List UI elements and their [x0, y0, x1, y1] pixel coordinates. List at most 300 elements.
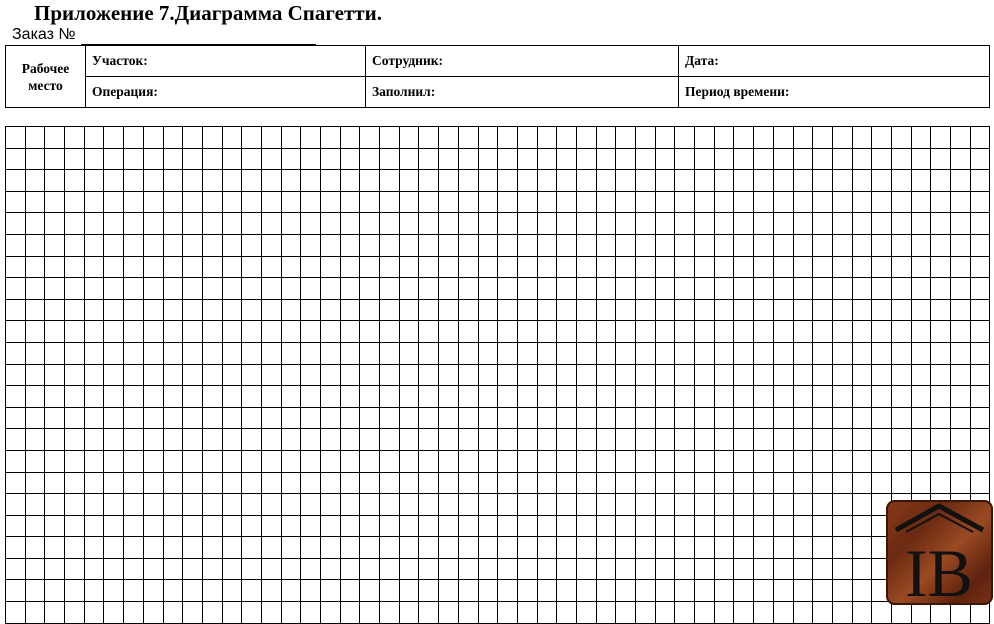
grid-cell[interactable] — [557, 558, 577, 580]
grid-cell[interactable] — [951, 450, 971, 472]
grid-cell[interactable] — [25, 213, 45, 235]
grid-cell[interactable] — [360, 580, 380, 602]
grid-cell[interactable] — [84, 321, 104, 343]
grid-cell[interactable] — [439, 342, 459, 364]
grid-cell[interactable] — [695, 278, 715, 300]
grid-cell[interactable] — [281, 342, 301, 364]
grid-cell[interactable] — [340, 515, 360, 537]
grid-cell[interactable] — [242, 278, 262, 300]
grid-cell[interactable] — [636, 602, 656, 624]
grid-cell[interactable] — [498, 580, 518, 602]
grid-cell[interactable] — [301, 213, 321, 235]
grid-cell[interactable] — [852, 213, 872, 235]
grid-cell[interactable] — [124, 256, 144, 278]
grid-cell[interactable] — [557, 321, 577, 343]
grid-cell[interactable] — [439, 127, 459, 149]
grid-cell[interactable] — [222, 537, 242, 559]
grid-cell[interactable] — [911, 127, 931, 149]
grid-cell[interactable] — [754, 450, 774, 472]
grid-cell[interactable] — [321, 127, 341, 149]
grid-cell[interactable] — [281, 213, 301, 235]
grid-cell[interactable] — [321, 256, 341, 278]
grid-cell[interactable] — [891, 450, 911, 472]
grid-cell[interactable] — [832, 321, 852, 343]
grid-cell[interactable] — [498, 494, 518, 516]
grid-cell[interactable] — [25, 278, 45, 300]
grid-cell[interactable] — [911, 321, 931, 343]
grid-cell[interactable] — [832, 407, 852, 429]
grid-cell[interactable] — [242, 299, 262, 321]
grid-cell[interactable] — [202, 256, 222, 278]
grid-cell[interactable] — [813, 602, 833, 624]
grid-cell[interactable] — [517, 494, 537, 516]
grid-cell[interactable] — [65, 407, 85, 429]
grid-cell[interactable] — [419, 602, 439, 624]
grid-cell[interactable] — [163, 364, 183, 386]
grid-cell[interactable] — [439, 256, 459, 278]
grid-cell[interactable] — [6, 170, 26, 192]
grid-cell[interactable] — [65, 537, 85, 559]
grid-cell[interactable] — [517, 170, 537, 192]
grid-cell[interactable] — [793, 321, 813, 343]
grid-cell[interactable] — [163, 494, 183, 516]
grid-cell[interactable] — [261, 558, 281, 580]
grid-cell[interactable] — [537, 127, 557, 149]
grid-cell[interactable] — [65, 602, 85, 624]
grid-cell[interactable] — [65, 450, 85, 472]
grid-cell[interactable] — [675, 558, 695, 580]
grid-cell[interactable] — [734, 472, 754, 494]
grid-cell[interactable] — [872, 278, 892, 300]
grid-cell[interactable] — [891, 342, 911, 364]
grid-cell[interactable] — [419, 342, 439, 364]
grid-cell[interactable] — [104, 234, 124, 256]
grid-cell[interactable] — [655, 364, 675, 386]
grid-cell[interactable] — [439, 299, 459, 321]
grid-cell[interactable] — [399, 127, 419, 149]
grid-cell[interactable] — [596, 234, 616, 256]
grid-cell[interactable] — [399, 278, 419, 300]
grid-cell[interactable] — [281, 450, 301, 472]
grid-cell[interactable] — [458, 580, 478, 602]
grid-cell[interactable] — [25, 342, 45, 364]
grid-cell[interactable] — [301, 537, 321, 559]
grid-cell[interactable] — [557, 191, 577, 213]
grid-cell[interactable] — [202, 580, 222, 602]
spaghetti-grid[interactable] — [5, 126, 990, 624]
grid-cell[interactable] — [222, 364, 242, 386]
grid-cell[interactable] — [360, 429, 380, 451]
grid-cell[interactable] — [399, 558, 419, 580]
grid-cell[interactable] — [163, 472, 183, 494]
grid-cell[interactable] — [478, 234, 498, 256]
grid-cell[interactable] — [163, 213, 183, 235]
grid-cell[interactable] — [872, 321, 892, 343]
grid-cell[interactable] — [143, 537, 163, 559]
grid-cell[interactable] — [6, 580, 26, 602]
grid-cell[interactable] — [714, 515, 734, 537]
grid-cell[interactable] — [754, 256, 774, 278]
grid-cell[interactable] — [970, 299, 990, 321]
grid-cell[interactable] — [183, 450, 203, 472]
grid-cell[interactable] — [517, 299, 537, 321]
grid-cell[interactable] — [872, 234, 892, 256]
grid-cell[interactable] — [537, 170, 557, 192]
grid-cell[interactable] — [498, 148, 518, 170]
grid-cell[interactable] — [183, 494, 203, 516]
grid-cell[interactable] — [891, 213, 911, 235]
grid-cell[interactable] — [931, 127, 951, 149]
grid-cell[interactable] — [321, 278, 341, 300]
grid-cell[interactable] — [872, 256, 892, 278]
grid-cell[interactable] — [675, 342, 695, 364]
grid-cell[interactable] — [242, 386, 262, 408]
grid-cell[interactable] — [734, 537, 754, 559]
grid-cell[interactable] — [419, 170, 439, 192]
grid-cell[interactable] — [636, 278, 656, 300]
grid-cell[interactable] — [754, 321, 774, 343]
grid-cell[interactable] — [84, 515, 104, 537]
grid-cell[interactable] — [872, 213, 892, 235]
grid-cell[interactable] — [65, 558, 85, 580]
grid-cell[interactable] — [321, 191, 341, 213]
grid-cell[interactable] — [399, 602, 419, 624]
grid-cell[interactable] — [183, 580, 203, 602]
grid-cell[interactable] — [517, 148, 537, 170]
grid-cell[interactable] — [576, 256, 596, 278]
grid-cell[interactable] — [675, 213, 695, 235]
grid-cell[interactable] — [25, 256, 45, 278]
grid-cell[interactable] — [301, 170, 321, 192]
grid-cell[interactable] — [360, 170, 380, 192]
grid-cell[interactable] — [478, 558, 498, 580]
grid-cell[interactable] — [6, 321, 26, 343]
grid-cell[interactable] — [773, 321, 793, 343]
grid-cell[interactable] — [852, 450, 872, 472]
grid-cell[interactable] — [596, 321, 616, 343]
grid-cell[interactable] — [242, 170, 262, 192]
grid-cell[interactable] — [576, 472, 596, 494]
grid-cell[interactable] — [813, 386, 833, 408]
grid-cell[interactable] — [321, 299, 341, 321]
grid-cell[interactable] — [261, 127, 281, 149]
grid-cell[interactable] — [813, 278, 833, 300]
grid-cell[interactable] — [517, 580, 537, 602]
grid-cell[interactable] — [380, 127, 400, 149]
grid-cell[interactable] — [773, 537, 793, 559]
grid-cell[interactable] — [360, 127, 380, 149]
grid-cell[interactable] — [124, 580, 144, 602]
grid-cell[interactable] — [6, 407, 26, 429]
grid-cell[interactable] — [852, 515, 872, 537]
grid-cell[interactable] — [104, 278, 124, 300]
grid-cell[interactable] — [931, 321, 951, 343]
grid-cell[interactable] — [616, 386, 636, 408]
grid-cell[interactable] — [970, 429, 990, 451]
grid-cell[interactable] — [419, 407, 439, 429]
grid-cell[interactable] — [104, 494, 124, 516]
grid-cell[interactable] — [202, 602, 222, 624]
grid-cell[interactable] — [25, 364, 45, 386]
grid-cell[interactable] — [911, 342, 931, 364]
grid-cell[interactable] — [222, 256, 242, 278]
grid-cell[interactable] — [852, 386, 872, 408]
grid-cell[interactable] — [911, 278, 931, 300]
grid-cell[interactable] — [222, 213, 242, 235]
grid-cell[interactable] — [517, 386, 537, 408]
grid-cell[interactable] — [84, 364, 104, 386]
grid-cell[interactable] — [202, 234, 222, 256]
grid-cell[interactable] — [793, 429, 813, 451]
grid-cell[interactable] — [163, 127, 183, 149]
grid-cell[interactable] — [202, 127, 222, 149]
grid-cell[interactable] — [793, 558, 813, 580]
grid-cell[interactable] — [852, 191, 872, 213]
grid-cell[interactable] — [340, 407, 360, 429]
grid-cell[interactable] — [321, 558, 341, 580]
grid-cell[interactable] — [655, 170, 675, 192]
grid-cell[interactable] — [517, 213, 537, 235]
grid-cell[interactable] — [439, 450, 459, 472]
grid-cell[interactable] — [557, 472, 577, 494]
grid-cell[interactable] — [242, 558, 262, 580]
grid-cell[interactable] — [596, 256, 616, 278]
grid-cell[interactable] — [734, 515, 754, 537]
grid-cell[interactable] — [813, 515, 833, 537]
grid-cell[interactable] — [301, 342, 321, 364]
grid-cell[interactable] — [143, 429, 163, 451]
grid-cell[interactable] — [360, 148, 380, 170]
grid-cell[interactable] — [675, 364, 695, 386]
grid-cell[interactable] — [84, 256, 104, 278]
grid-cell[interactable] — [931, 342, 951, 364]
grid-cell[interactable] — [557, 234, 577, 256]
grid-cell[interactable] — [695, 386, 715, 408]
grid-cell[interactable] — [576, 494, 596, 516]
grid-cell[interactable] — [852, 342, 872, 364]
grid-cell[interactable] — [655, 537, 675, 559]
grid-table[interactable] — [5, 126, 990, 624]
operation-field[interactable]: Операция: — [86, 77, 366, 108]
grid-cell[interactable] — [222, 342, 242, 364]
grid-cell[interactable] — [557, 278, 577, 300]
grid-cell[interactable] — [458, 127, 478, 149]
grid-cell[interactable] — [616, 213, 636, 235]
grid-cell[interactable] — [813, 170, 833, 192]
grid-cell[interactable] — [25, 170, 45, 192]
grid-cell[interactable] — [813, 364, 833, 386]
grid-cell[interactable] — [6, 537, 26, 559]
grid-cell[interactable] — [498, 256, 518, 278]
grid-cell[interactable] — [222, 407, 242, 429]
grid-cell[interactable] — [45, 472, 65, 494]
grid-cell[interactable] — [773, 170, 793, 192]
grid-cell[interactable] — [380, 170, 400, 192]
grid-cell[interactable] — [576, 170, 596, 192]
grid-cell[interactable] — [104, 515, 124, 537]
grid-cell[interactable] — [557, 407, 577, 429]
grid-cell[interactable] — [754, 515, 774, 537]
grid-cell[interactable] — [596, 537, 616, 559]
grid-cell[interactable] — [754, 558, 774, 580]
grid-cell[interactable] — [714, 450, 734, 472]
grid-cell[interactable] — [675, 127, 695, 149]
grid-cell[interactable] — [124, 364, 144, 386]
grid-cell[interactable] — [340, 299, 360, 321]
grid-cell[interactable] — [714, 170, 734, 192]
grid-cell[interactable] — [261, 580, 281, 602]
grid-cell[interactable] — [832, 256, 852, 278]
grid-cell[interactable] — [714, 213, 734, 235]
grid-cell[interactable] — [655, 342, 675, 364]
grid-cell[interactable] — [242, 256, 262, 278]
grid-cell[interactable] — [360, 407, 380, 429]
grid-cell[interactable] — [202, 450, 222, 472]
grid-cell[interactable] — [793, 602, 813, 624]
grid-cell[interactable] — [281, 234, 301, 256]
grid-cell[interactable] — [124, 494, 144, 516]
grid-cell[interactable] — [321, 580, 341, 602]
grid-cell[interactable] — [340, 558, 360, 580]
grid-cell[interactable] — [45, 148, 65, 170]
grid-cell[interactable] — [143, 234, 163, 256]
grid-cell[interactable] — [793, 515, 813, 537]
grid-cell[interactable] — [832, 429, 852, 451]
grid-cell[interactable] — [281, 558, 301, 580]
grid-cell[interactable] — [399, 386, 419, 408]
grid-cell[interactable] — [557, 386, 577, 408]
grid-cell[interactable] — [734, 602, 754, 624]
grid-cell[interactable] — [872, 407, 892, 429]
grid-cell[interactable] — [517, 429, 537, 451]
grid-cell[interactable] — [45, 494, 65, 516]
grid-cell[interactable] — [773, 429, 793, 451]
grid-cell[interactable] — [439, 494, 459, 516]
grid-cell[interactable] — [419, 148, 439, 170]
grid-cell[interactable] — [576, 429, 596, 451]
grid-cell[interactable] — [84, 580, 104, 602]
grid-cell[interactable] — [222, 278, 242, 300]
grid-cell[interactable] — [45, 515, 65, 537]
grid-cell[interactable] — [695, 450, 715, 472]
grid-cell[interactable] — [773, 472, 793, 494]
grid-cell[interactable] — [754, 213, 774, 235]
grid-cell[interactable] — [143, 191, 163, 213]
grid-cell[interactable] — [124, 558, 144, 580]
grid-cell[interactable] — [45, 234, 65, 256]
grid-cell[interactable] — [340, 472, 360, 494]
grid-cell[interactable] — [754, 494, 774, 516]
grid-cell[interactable] — [202, 472, 222, 494]
grid-cell[interactable] — [478, 472, 498, 494]
grid-cell[interactable] — [636, 386, 656, 408]
grid-cell[interactable] — [675, 148, 695, 170]
grid-cell[interactable] — [25, 191, 45, 213]
grid-cell[interactable] — [714, 429, 734, 451]
grid-cell[interactable] — [242, 342, 262, 364]
grid-cell[interactable] — [261, 494, 281, 516]
grid-cell[interactable] — [714, 472, 734, 494]
grid-cell[interactable] — [380, 386, 400, 408]
grid-cell[interactable] — [419, 234, 439, 256]
grid-cell[interactable] — [872, 299, 892, 321]
grid-cell[interactable] — [911, 191, 931, 213]
grid-cell[interactable] — [675, 386, 695, 408]
grid-cell[interactable] — [380, 450, 400, 472]
grid-cell[interactable] — [419, 515, 439, 537]
grid-cell[interactable] — [655, 472, 675, 494]
grid-cell[interactable] — [675, 407, 695, 429]
grid-cell[interactable] — [616, 537, 636, 559]
grid-cell[interactable] — [951, 256, 971, 278]
grid-cell[interactable] — [281, 170, 301, 192]
grid-cell[interactable] — [45, 256, 65, 278]
grid-cell[interactable] — [183, 213, 203, 235]
grid-cell[interactable] — [832, 515, 852, 537]
grid-cell[interactable] — [832, 278, 852, 300]
grid-cell[interactable] — [124, 234, 144, 256]
grid-cell[interactable] — [45, 278, 65, 300]
grid-cell[interactable] — [852, 170, 872, 192]
grid-cell[interactable] — [852, 127, 872, 149]
grid-cell[interactable] — [163, 234, 183, 256]
grid-cell[interactable] — [104, 213, 124, 235]
grid-cell[interactable] — [222, 386, 242, 408]
grid-cell[interactable] — [399, 234, 419, 256]
grid-cell[interactable] — [458, 278, 478, 300]
time-period-field[interactable]: Период времени: — [679, 77, 990, 108]
grid-cell[interactable] — [557, 127, 577, 149]
grid-cell[interactable] — [970, 256, 990, 278]
grid-cell[interactable] — [636, 429, 656, 451]
grid-cell[interactable] — [557, 494, 577, 516]
grid-cell[interactable] — [222, 299, 242, 321]
grid-cell[interactable] — [951, 278, 971, 300]
grid-cell[interactable] — [734, 580, 754, 602]
grid-cell[interactable] — [478, 407, 498, 429]
grid-cell[interactable] — [931, 213, 951, 235]
grid-cell[interactable] — [222, 494, 242, 516]
grid-cell[interactable] — [222, 558, 242, 580]
grid-cell[interactable] — [970, 472, 990, 494]
grid-cell[interactable] — [498, 407, 518, 429]
grid-cell[interactable] — [596, 213, 616, 235]
grid-cell[interactable] — [773, 278, 793, 300]
grid-cell[interactable] — [45, 558, 65, 580]
grid-cell[interactable] — [419, 213, 439, 235]
grid-cell[interactable] — [951, 472, 971, 494]
grid-cell[interactable] — [84, 213, 104, 235]
grid-cell[interactable] — [714, 602, 734, 624]
grid-cell[interactable] — [321, 213, 341, 235]
grid-cell[interactable] — [498, 321, 518, 343]
grid-cell[interactable] — [399, 472, 419, 494]
grid-cell[interactable] — [754, 364, 774, 386]
grid-cell[interactable] — [321, 472, 341, 494]
grid-cell[interactable] — [202, 386, 222, 408]
grid-cell[interactable] — [281, 148, 301, 170]
grid-cell[interactable] — [25, 407, 45, 429]
grid-cell[interactable] — [517, 558, 537, 580]
grid-cell[interactable] — [242, 472, 262, 494]
grid-cell[interactable] — [793, 472, 813, 494]
grid-cell[interactable] — [222, 472, 242, 494]
grid-cell[interactable] — [872, 364, 892, 386]
grid-cell[interactable] — [596, 386, 616, 408]
grid-cell[interactable] — [596, 170, 616, 192]
grid-cell[interactable] — [832, 234, 852, 256]
grid-cell[interactable] — [793, 127, 813, 149]
